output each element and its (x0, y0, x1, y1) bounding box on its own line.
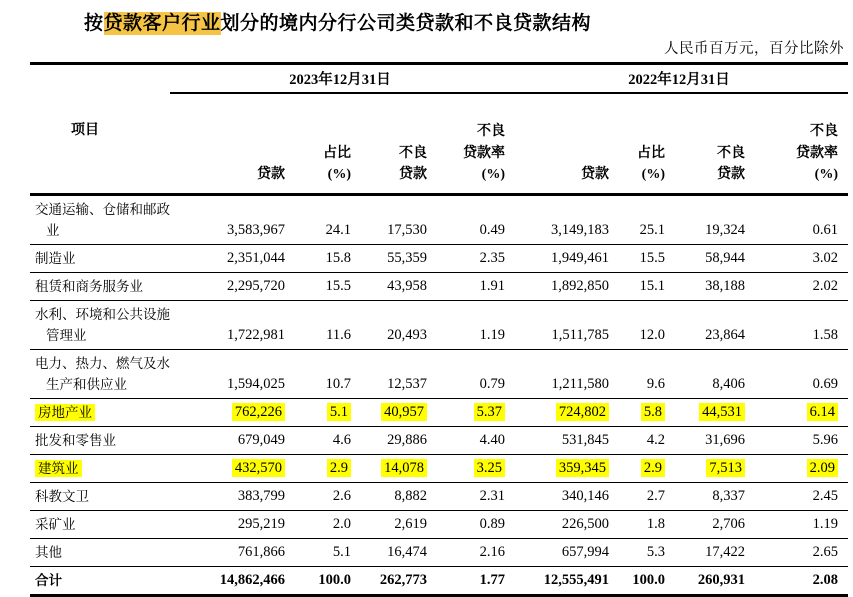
value-cell (614, 511, 670, 539)
cell-value: 657,994 (561, 544, 609, 560)
cell-value: 2.65 (812, 544, 838, 560)
table-row (30, 511, 848, 539)
row-label: 房地产业 (35, 404, 95, 421)
row-label: 交通运输、仓储和邮政 (35, 202, 170, 217)
value-cell (356, 539, 432, 567)
cell-value: 17,530 (387, 222, 427, 238)
value-cell (750, 399, 848, 427)
col-header-loans-2023 (170, 93, 290, 195)
value-cell (614, 301, 670, 350)
cell-value: 1,594,025 (227, 376, 285, 392)
column-group-2022-12-31: 2022年12月31日 (510, 64, 848, 94)
value-cell (356, 427, 432, 455)
col-header-npl-2022 (670, 93, 750, 195)
cell-value: 8,406 (712, 376, 745, 392)
value-cell (290, 273, 356, 301)
value-cell (510, 427, 614, 455)
title-highlighted-term: 贷款客户行业 (103, 13, 221, 34)
value-cell (290, 350, 356, 399)
group-header-row (30, 64, 848, 94)
cell-value: 2.02 (812, 278, 838, 294)
cell-value: 1.58 (812, 327, 838, 343)
value-cell (614, 195, 670, 245)
cell-value: 1,949,461 (551, 250, 609, 266)
cell-value: 359,345 (556, 459, 609, 477)
total-cell-value: 2.08 (812, 572, 838, 588)
col-header-line: 不良 (717, 145, 745, 161)
cell-value: 10.7 (325, 376, 351, 392)
cell-value: 44,531 (699, 403, 745, 421)
cell-value: 2.35 (479, 250, 505, 266)
total-value-cell (356, 567, 432, 596)
cell-value: 6.14 (807, 403, 838, 421)
total-value-cell (750, 567, 848, 596)
total-value-cell (432, 567, 510, 596)
value-cell (750, 511, 848, 539)
cell-value: 2.9 (327, 459, 351, 477)
value-cell (290, 455, 356, 483)
value-cell (356, 399, 432, 427)
col-header-line: 贷款 (399, 167, 427, 183)
cell-value: 226,500 (561, 516, 609, 532)
row-label-cell (30, 511, 170, 539)
cell-value: 55,359 (387, 250, 427, 266)
value-cell (170, 350, 290, 399)
cell-value: 2,706 (712, 516, 745, 532)
value-cell (432, 427, 510, 455)
value-cell (432, 273, 510, 301)
value-cell (356, 483, 432, 511)
value-cell (670, 427, 750, 455)
row-label-cell (30, 273, 170, 301)
cell-value: 1,892,850 (551, 278, 609, 294)
cell-value: 4.40 (479, 432, 505, 448)
cell-value: 1,722,981 (227, 327, 285, 343)
col-header-line: 不良 (477, 123, 505, 139)
cell-value: 2,351,044 (227, 250, 285, 266)
cell-value: 2.7 (646, 488, 665, 504)
row-label-cell (30, 539, 170, 567)
table-header (30, 64, 848, 195)
col-header-line: 不良 (399, 145, 427, 161)
cell-value: 1,211,580 (551, 376, 609, 392)
row-label-cell (30, 427, 170, 455)
value-cell (510, 399, 614, 427)
row-label: 其他 (35, 545, 62, 560)
cell-value: 15.5 (325, 278, 351, 294)
row-label: 水利、环境和公共设施 (35, 307, 170, 322)
cell-value: 761,866 (237, 544, 285, 560)
cell-value: 0.61 (812, 222, 838, 238)
total-cell-value: 14,862,466 (219, 572, 285, 588)
value-cell (670, 399, 750, 427)
value-cell (750, 483, 848, 511)
value-cell (614, 483, 670, 511)
cell-value: 15.1 (639, 278, 665, 294)
column-group-2023-12-31: 2023年12月31日 (170, 64, 510, 94)
cell-value: 9.6 (646, 376, 665, 392)
column-header-row (30, 93, 848, 195)
cell-value: 4.2 (646, 432, 665, 448)
col-header-line: 不良 (810, 123, 838, 139)
col-header-share-pct-2022 (614, 93, 670, 195)
cell-value: 25.1 (639, 222, 665, 238)
cell-value: 20,493 (387, 327, 427, 343)
cell-value: 40,957 (381, 403, 427, 421)
cell-value: 0.79 (479, 376, 505, 392)
row-label: 电力、热力、燃气及水 (35, 356, 170, 371)
value-cell (290, 245, 356, 273)
value-cell (670, 455, 750, 483)
cell-value: 2.0 (332, 516, 351, 532)
row-label-cell (30, 399, 170, 427)
cell-value: 29,886 (387, 432, 427, 448)
value-cell (356, 350, 432, 399)
value-cell (614, 350, 670, 399)
cell-value: 2.09 (807, 459, 838, 477)
total-value-cell (510, 567, 614, 596)
cell-value: 15.8 (325, 250, 351, 266)
cell-value: 16,474 (387, 544, 427, 560)
cell-value: 5.3 (646, 544, 665, 560)
cell-value: 17,422 (705, 544, 745, 560)
cell-value: 5.96 (812, 432, 838, 448)
table-row (30, 483, 848, 511)
cell-value: 1.19 (479, 327, 505, 343)
value-cell (614, 427, 670, 455)
value-cell (670, 350, 750, 399)
cell-value: 31,696 (705, 432, 745, 448)
value-cell (750, 195, 848, 245)
row-label-cell (30, 483, 170, 511)
cell-value: 4.6 (332, 432, 351, 448)
cell-value: 8,882 (394, 488, 427, 504)
cell-value: 3,149,183 (551, 222, 609, 238)
table-row (30, 399, 848, 427)
cell-value: 2,619 (394, 516, 427, 532)
cell-value: 2.16 (479, 544, 505, 560)
cell-value: 1.91 (479, 278, 505, 294)
total-cell-value: 262,773 (379, 572, 427, 588)
value-cell (750, 245, 848, 273)
page-title (84, 8, 591, 35)
cell-value: 12,537 (387, 376, 427, 392)
col-header-npl-2023 (356, 93, 432, 195)
value-cell (170, 455, 290, 483)
row-label: 建筑业 (35, 460, 82, 477)
col-header-npl-ratio-pct-2022 (750, 93, 848, 195)
value-cell (614, 455, 670, 483)
value-cell (750, 427, 848, 455)
cell-value: 12.0 (639, 327, 665, 343)
total-value-cell (170, 567, 290, 596)
value-cell (510, 511, 614, 539)
total-cell-value: 1.77 (479, 572, 505, 588)
value-cell (432, 245, 510, 273)
value-cell (170, 301, 290, 350)
total-label: 合计 (35, 573, 62, 588)
cell-value: 531,845 (561, 432, 609, 448)
total-cell-value: 100.0 (632, 572, 665, 588)
value-cell (432, 350, 510, 399)
total-cell-value: 12,555,491 (543, 572, 609, 588)
header-corner-cell (30, 64, 170, 94)
row-label-cell (30, 301, 170, 350)
cell-value: 5.8 (641, 403, 665, 421)
cell-value: 8,337 (712, 488, 745, 504)
value-cell (432, 483, 510, 511)
col-header-share-pct-2023 (290, 93, 356, 195)
cell-value: 7,513 (706, 459, 745, 477)
row-label-cell (30, 455, 170, 483)
cell-value: 1.8 (646, 516, 665, 532)
title-suffix: 划分的境内分行公司类贷款和不良贷款结构 (220, 13, 592, 34)
col-header-line: 贷款率 (796, 145, 838, 161)
value-cell (750, 273, 848, 301)
col-header-line: (%) (481, 167, 505, 183)
value-cell (432, 539, 510, 567)
table-row (30, 195, 848, 245)
cell-value: 679,049 (237, 432, 285, 448)
value-cell (170, 195, 290, 245)
total-value-cell (614, 567, 670, 596)
cell-value: 1,511,785 (551, 327, 609, 343)
loan-structure-table (30, 62, 848, 597)
value-cell (614, 539, 670, 567)
col-header-line: 贷款 (717, 167, 745, 183)
cell-value: 5.1 (327, 403, 351, 421)
cell-value: 0.69 (812, 376, 838, 392)
value-cell (290, 483, 356, 511)
value-cell (356, 455, 432, 483)
total-cell-value: 260,931 (697, 572, 745, 588)
value-cell (510, 539, 614, 567)
total-cell-value: 100.0 (318, 572, 351, 588)
cell-value: 2.31 (479, 488, 505, 504)
row-label: 业 (46, 223, 60, 238)
cell-value: 762,226 (232, 403, 285, 421)
title-prefix: 按 (84, 13, 104, 34)
cell-value: 58,944 (705, 250, 745, 266)
row-label: 租赁和商务服务业 (35, 279, 143, 294)
cell-value: 3.02 (812, 250, 838, 266)
row-label: 科教文卫 (35, 489, 89, 504)
value-cell (670, 301, 750, 350)
row-label: 批发和零售业 (35, 433, 116, 448)
cell-value: 0.89 (479, 516, 505, 532)
cell-value: 295,219 (237, 516, 285, 532)
row-label-cell (30, 350, 170, 399)
value-cell (290, 511, 356, 539)
value-cell (290, 427, 356, 455)
cell-value: 0.49 (479, 222, 505, 238)
table-body (30, 195, 848, 596)
table-row (30, 273, 848, 301)
cell-value: 724,802 (556, 403, 609, 421)
unit-note: 人民币百万元，百分比除外 (664, 41, 844, 57)
value-cell (670, 511, 750, 539)
cell-value: 340,146 (561, 488, 609, 504)
value-cell (614, 273, 670, 301)
col-header-loans-2022 (510, 93, 614, 195)
value-cell (290, 301, 356, 350)
table-row (30, 301, 848, 350)
value-cell (170, 539, 290, 567)
col-header-line: (%) (641, 167, 665, 183)
row-label-cell (30, 245, 170, 273)
cell-value: 3,583,967 (227, 222, 285, 238)
cell-value: 383,799 (237, 488, 285, 504)
value-cell (432, 455, 510, 483)
value-cell (670, 245, 750, 273)
cell-value: 2.45 (812, 488, 838, 504)
value-cell (614, 399, 670, 427)
value-cell (750, 301, 848, 350)
cell-value: 432,570 (232, 459, 285, 477)
total-label-cell (30, 567, 170, 596)
value-cell (432, 195, 510, 245)
table-row (30, 539, 848, 567)
value-cell (432, 301, 510, 350)
col-header-npl-ratio-pct-2023 (432, 93, 510, 195)
cell-value: 11.6 (326, 327, 351, 343)
table-row (30, 455, 848, 483)
cell-value: 2.9 (641, 459, 665, 477)
value-cell (670, 195, 750, 245)
total-row (30, 567, 848, 596)
value-cell (614, 245, 670, 273)
cell-value: 1.19 (812, 516, 838, 532)
value-cell (510, 273, 614, 301)
value-cell (510, 195, 614, 245)
row-label: 采矿业 (35, 517, 76, 532)
value-cell (356, 195, 432, 245)
col-header-line: 占比 (323, 145, 351, 161)
cell-value: 19,324 (705, 222, 745, 238)
col-header-line: (%) (327, 167, 351, 183)
value-cell (356, 301, 432, 350)
row-label: 制造业 (35, 251, 76, 266)
cell-value: 23,864 (705, 327, 745, 343)
row-label: 生产和供应业 (46, 377, 127, 392)
value-cell (290, 539, 356, 567)
total-value-cell (290, 567, 356, 596)
value-cell (750, 539, 848, 567)
cell-value: 5.1 (332, 544, 351, 560)
value-cell (670, 539, 750, 567)
value-cell (170, 511, 290, 539)
cell-value: 15.5 (639, 250, 665, 266)
cell-value: 3.25 (474, 459, 505, 477)
item-column-header: 项目 (30, 93, 170, 195)
col-header-line: 贷款率 (463, 145, 505, 161)
value-cell (170, 399, 290, 427)
value-cell (356, 245, 432, 273)
value-cell (170, 483, 290, 511)
value-cell (510, 350, 614, 399)
value-cell (670, 273, 750, 301)
value-cell (290, 195, 356, 245)
col-header-line: 贷款 (581, 167, 609, 183)
value-cell (170, 273, 290, 301)
cell-value: 24.1 (325, 222, 351, 238)
value-cell (750, 455, 848, 483)
value-cell (432, 399, 510, 427)
cell-value: 2.6 (332, 488, 351, 504)
value-cell (510, 245, 614, 273)
cell-value: 38,188 (705, 278, 745, 294)
value-cell (356, 511, 432, 539)
value-cell (510, 301, 614, 350)
value-cell (750, 350, 848, 399)
col-header-line: 贷款 (257, 167, 285, 183)
value-cell (170, 245, 290, 273)
cell-value: 2,295,720 (227, 278, 285, 294)
cell-value: 5.37 (474, 403, 505, 421)
value-cell (432, 511, 510, 539)
table-row (30, 245, 848, 273)
row-label-cell (30, 195, 170, 245)
value-cell (290, 399, 356, 427)
table-row (30, 350, 848, 399)
row-label: 管理业 (46, 328, 87, 343)
total-value-cell (670, 567, 750, 596)
cell-value: 14,078 (381, 459, 427, 477)
value-cell (510, 483, 614, 511)
value-cell (356, 273, 432, 301)
cell-value: 43,958 (387, 278, 427, 294)
value-cell (510, 455, 614, 483)
value-cell (670, 483, 750, 511)
col-header-line: 占比 (637, 145, 665, 161)
col-header-line: (%) (814, 167, 838, 183)
table-row (30, 427, 848, 455)
value-cell (170, 427, 290, 455)
